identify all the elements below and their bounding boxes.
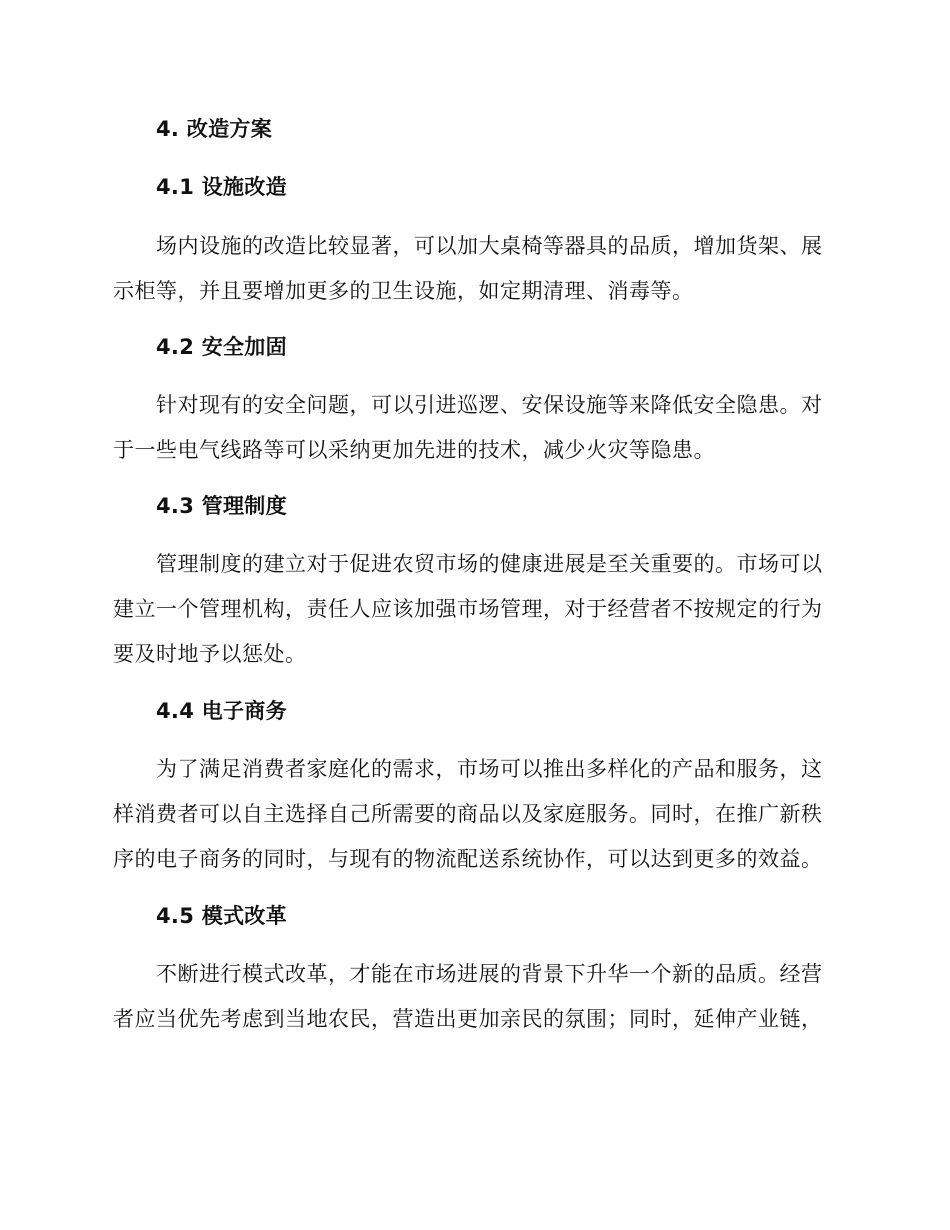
paragraph-line: 不断进行模式改革，才能在市场进展的背景下升华一个新的品质。经营 [156,962,823,986]
section-heading-4-4: 4.4 电子商务 [156,699,287,723]
section-heading-4-3: 4.3 管理制度 [156,494,287,518]
paragraph-line: 针对现有的安全问题，可以引进巡逻、安保设施等来降低安全隐患。对 [156,393,823,417]
section-heading-main: 4. 改造方案 [156,117,272,141]
paragraph-line: 场内设施的改造比较显著，可以加大桌椅等器具的品质，增加货架、展 [156,234,823,258]
paragraph-line: 样消费者可以自主选择自己所需要的商品以及家庭服务。同时，在推广新秩 [113,802,823,826]
paragraph-line: 管理制度的建立对于促进农贸市场的健康进展是至关重要的。市场可以 [156,552,823,576]
section-heading-4-5: 4.5 模式改革 [156,904,287,928]
section-heading-4-1: 4.1 设施改造 [156,175,287,199]
paragraph-line: 者应当优先考虑到当地农民，营造出更加亲民的氛围；同时，延伸产业链， [113,1007,823,1031]
section-heading-4-2: 4.2 安全加固 [156,335,287,359]
paragraph-line: 为了满足消费者家庭化的需求，市场可以推出多样化的产品和服务，这 [156,757,823,781]
paragraph-line: 要及时地予以惩处。 [113,642,307,666]
paragraph-line: 于一些电气线路等可以采纳更加先进的技术，减少火灾等隐患。 [113,438,715,462]
paragraph-line: 序的电子商务的同时，与现有的物流配送系统协作，可以达到更多的效益。 [113,847,823,871]
paragraph-line: 建立一个管理机构，责任人应该加强市场管理，对于经营者不按规定的行为 [113,597,823,621]
paragraph-line: 示柜等，并且要增加更多的卫生设施，如定期清理、消毒等。 [113,279,694,303]
